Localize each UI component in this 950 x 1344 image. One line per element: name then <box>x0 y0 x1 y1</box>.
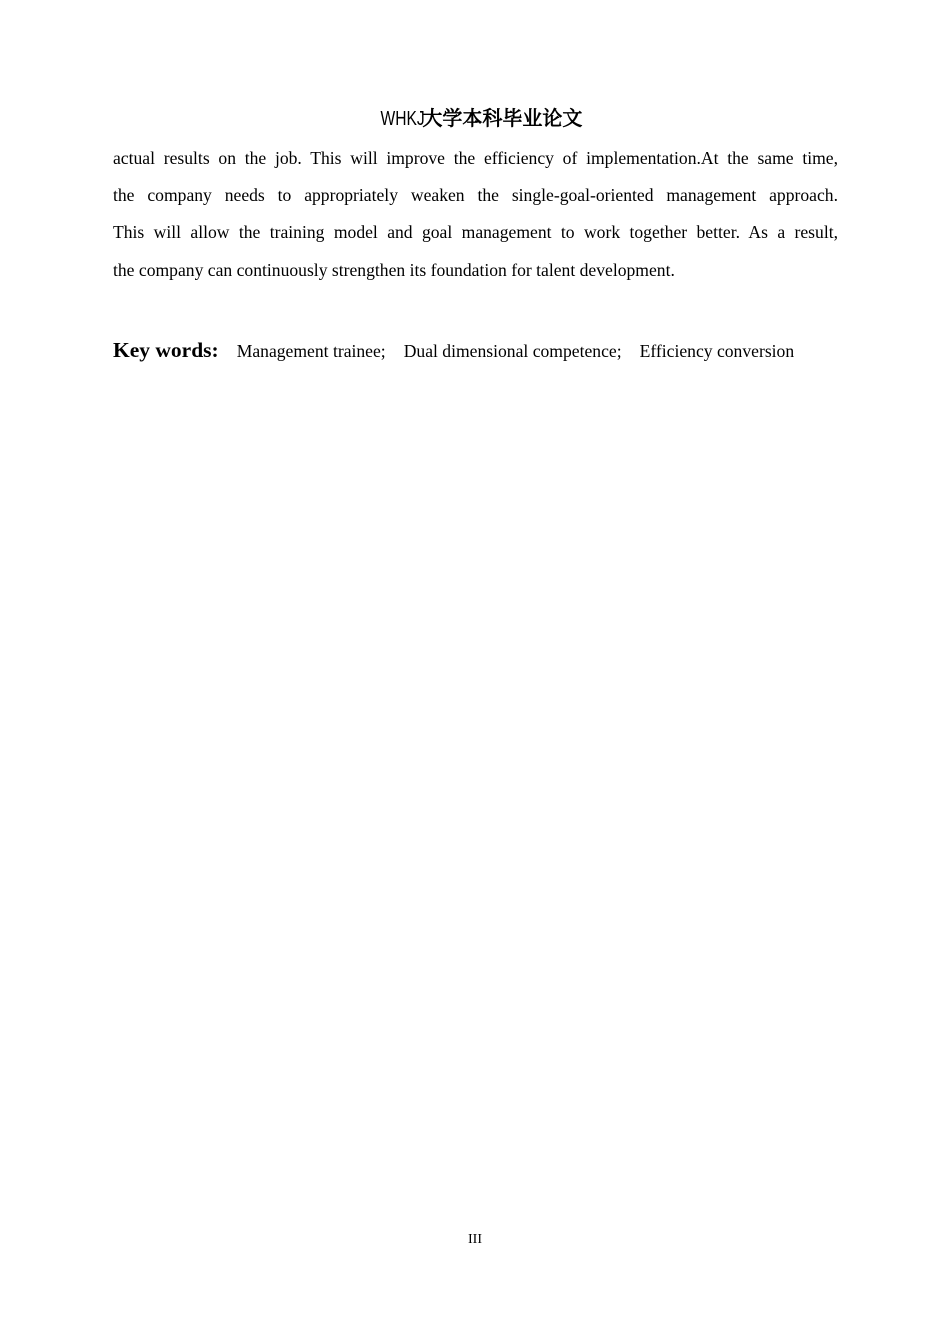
abstract-paragraph <box>113 140 838 289</box>
header-university-code: WHKJ <box>380 108 425 130</box>
keyword-item: Management trainee; <box>236 341 386 361</box>
page-number: III <box>468 1232 482 1247</box>
header-thesis-title: 大学本科毕业论文 <box>422 106 583 130</box>
abstract-line: This will allow the training model and goal management to work together better. As a result, <box>113 222 838 243</box>
keywords-section <box>113 332 838 369</box>
page-header <box>0 104 950 133</box>
abstract-line: the company needs to appropriately weaken the single-goal-oriented management approach. <box>113 185 838 206</box>
keyword-item: Dual dimensional competence; <box>403 341 622 361</box>
keyword-item: Efficiency conversion <box>639 341 795 361</box>
abstract-line: actual results on the job. This will improve the efficiency of implementation.At the same time, <box>113 148 838 168</box>
abstract-line: the company can continuously strengthen its foundation for talent development. <box>113 259 675 280</box>
keywords-label: Key words: <box>113 338 219 362</box>
